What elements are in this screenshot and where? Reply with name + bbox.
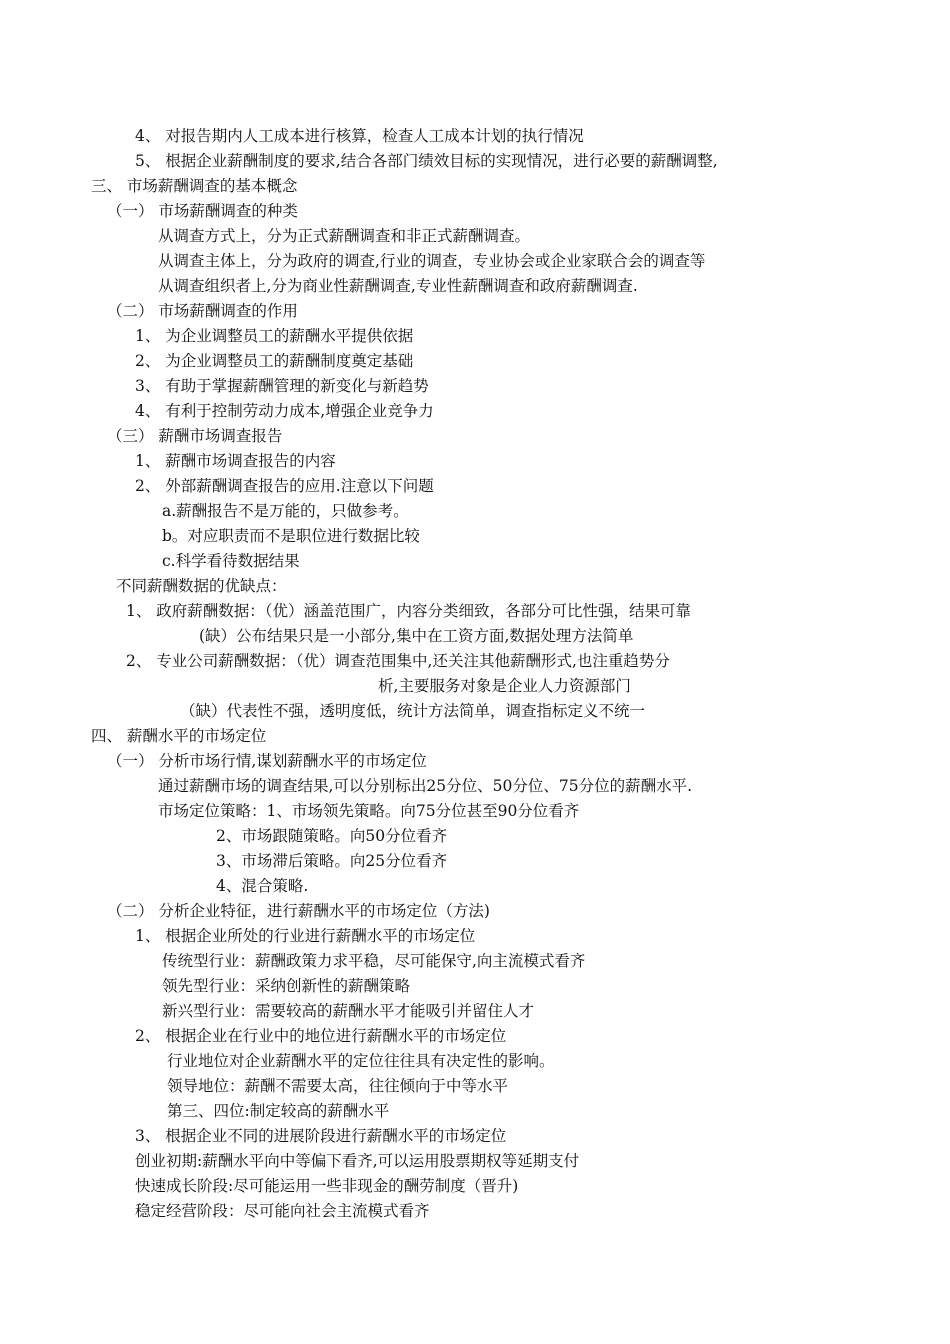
paragraph: 从调查主体上，分为政府的调查,行业的调查，专业协会或企业家联合会的调查等 — [158, 252, 706, 270]
paragraph: 行业地位对企业薪酬水平的定位往往具有决定性的影响。 — [167, 1052, 555, 1070]
list-item: 1、 政府薪酬数据：（优）涵盖范围广，内容分类细致，各部分可比性强，结果可靠 — [126, 602, 692, 620]
list-item: 3、 有助于掌握薪酬管理的新变化与新趋势 — [135, 377, 429, 395]
paragraph: 稳定经营阶段：尽可能向社会主流模式看齐 — [135, 1202, 430, 1220]
subsection-heading: （一） 分析市场行情,谋划薪酬水平的市场定位 — [107, 752, 427, 770]
list-item: 2、 为企业调整员工的薪酬制度奠定基础 — [135, 352, 414, 370]
list-item: 4、 对报告期内人工成本进行核算，检查人工成本计划的执行情况 — [135, 127, 584, 145]
list-item: b。对应职责而不是职位进行数据比较 — [162, 527, 420, 545]
paragraph: 通过薪酬市场的调查结果,可以分别标出25分位、50分位、75分位的薪酬水平. — [158, 777, 693, 795]
list-item: 3、 根据企业不同的进展阶段进行薪酬水平的市场定位 — [135, 1127, 507, 1145]
subsection-heading: （三） 薪酬市场调查报告 — [107, 427, 283, 445]
paragraph: 不同薪酬数据的优缺点： — [116, 577, 287, 595]
list-item: 2、 根据企业在行业中的地位进行薪酬水平的市场定位 — [135, 1027, 507, 1045]
section-heading: 四、 薪酬水平的市场定位 — [91, 727, 267, 745]
list-item: a.薪酬报告不是万能的，只做参考。 — [162, 502, 409, 520]
paragraph: 新兴型行业：需要较高的薪酬水平才能吸引并留住人才 — [162, 1002, 535, 1020]
list-item: 2、市场跟随策略。向50分位看齐 — [216, 827, 448, 845]
subsection-heading: （一） 市场薪酬调查的种类 — [107, 202, 298, 220]
list-item: 4、 有利于控制劳动力成本,增强企业竞争力 — [135, 402, 434, 420]
paragraph: 析,主要服务对象是企业人力资源部门 — [378, 677, 631, 695]
subsection-heading: （二） 分析企业特征，进行薪酬水平的市场定位（方法) — [107, 902, 490, 920]
paragraph: 第三、四位:制定较高的薪酬水平 — [167, 1102, 390, 1120]
paragraph: 传统型行业：薪酬政策力求平稳，尽可能保守,向主流模式看齐 — [162, 952, 586, 970]
paragraph: 快速成长阶段:尽可能运用一些非现金的酬劳制度（晋升) — [135, 1177, 519, 1195]
list-item: c.科学看待数据结果 — [162, 552, 300, 570]
paragraph: (缺）公布结果只是一小部分,集中在工资方面,数据处理方法简单 — [199, 627, 634, 645]
list-item: 1、 薪酬市场调查报告的内容 — [135, 452, 336, 470]
paragraph: 领先型行业：采纳创新性的薪酬策略 — [162, 977, 411, 995]
paragraph: 从调查方式上，分为正式薪酬调查和非正式薪酬调查。 — [158, 227, 531, 245]
list-item: 4、混合策略. — [216, 877, 309, 895]
paragraph: 创业初期:薪酬水平向中等偏下看齐,可以运用股票期权等延期支付 — [135, 1152, 580, 1170]
paragraph: 领导地位：薪酬不需要太高，往往倾向于中等水平 — [167, 1077, 509, 1095]
list-item: 5、 根据企业薪酬制度的要求,结合各部门绩效目标的实现情况，进行必要的薪酬调整, — [135, 152, 718, 170]
list-item: 2、 专业公司薪酬数据：（优）调查范围集中,还关注其他薪酬形式,也注重趋势分 — [126, 652, 670, 670]
list-item: 1、 为企业调整员工的薪酬水平提供依据 — [135, 327, 414, 345]
list-item: 2、 外部薪酬调查报告的应用.注意以下问题 — [135, 477, 434, 495]
paragraph: 从调查组织者上,分为商业性薪酬调查,专业性薪酬调查和政府薪酬调查. — [158, 277, 638, 295]
list-item: 3、市场滞后策略。向25分位看齐 — [216, 852, 448, 870]
subsection-heading: （二） 市场薪酬调查的作用 — [107, 302, 298, 320]
section-heading: 三、 市场薪酬调查的基本概念 — [91, 177, 298, 195]
paragraph: （缺）代表性不强，透明度低，统计方法简单，调查指标定义不统一 — [180, 702, 646, 720]
list-item: 1、 根据企业所处的行业进行薪酬水平的市场定位 — [135, 927, 476, 945]
paragraph: 市场定位策略：1、市场领先策略。向75分位甚至90分位看齐 — [158, 802, 580, 820]
